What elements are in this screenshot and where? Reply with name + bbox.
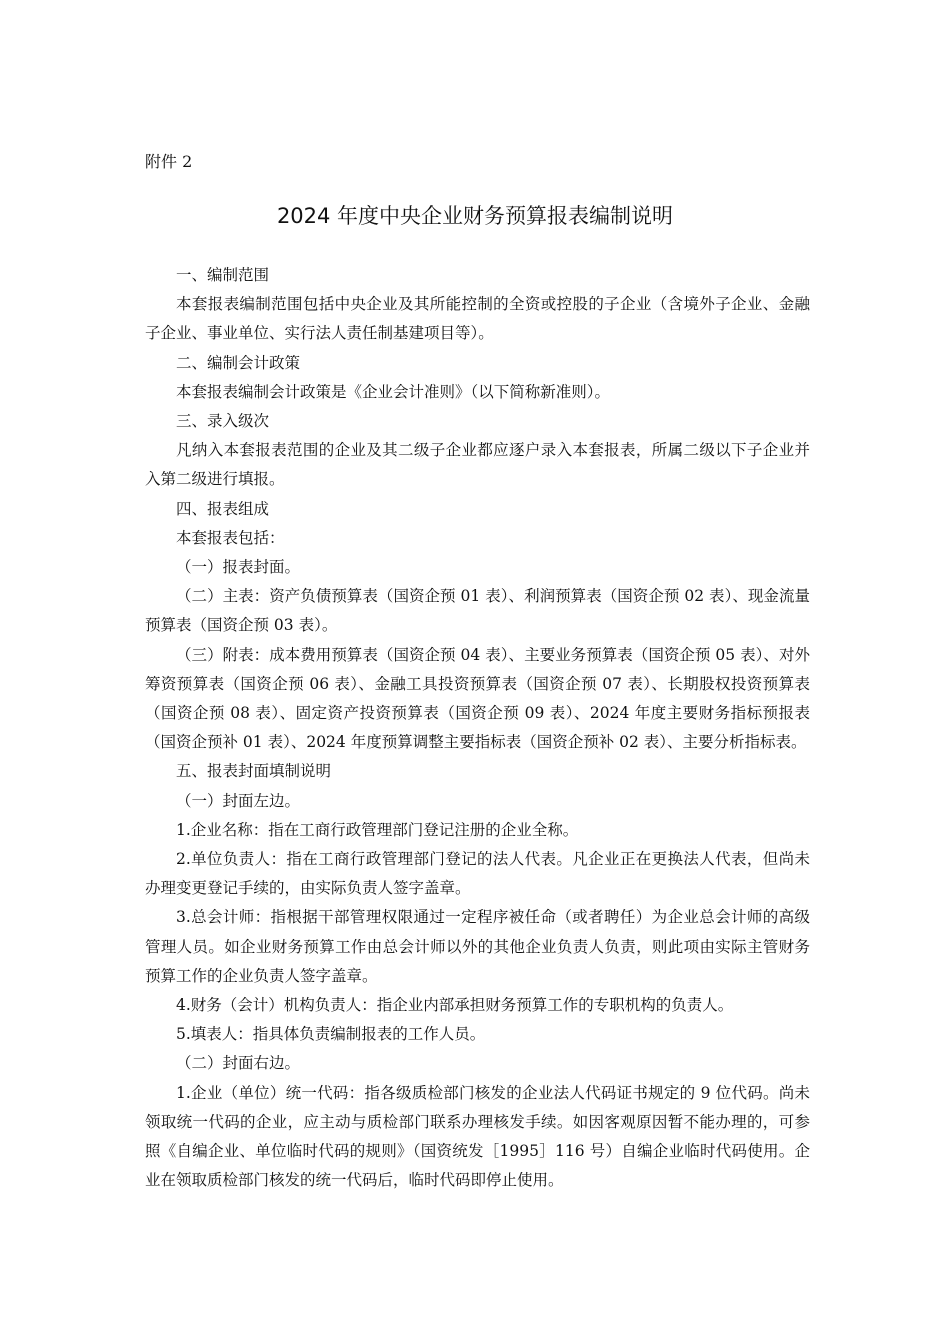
list-item-finance-head: 4.财务（会计）机构负责人：指企业内部承担财务预算工作的专职机构的负责人。 [176, 996, 734, 1015]
section-heading-composition: 四、报表组成 [176, 499, 270, 518]
document-title: 2024 年度中央企业财务预算报表编制说明 [276, 204, 674, 228]
subheading-cover-right: （二）封面右边。 [176, 1054, 301, 1073]
section-heading-accounting-policy: 二、编制会计政策 [176, 353, 301, 372]
list-item-unit-head: 2.单位负责人：指在工商行政管理部门登记的法人代表。凡企业正在更换法人代表，但尚未办理变更登记手续的，由实际负责人签字盖章。 [145, 850, 810, 898]
list-item-attached-tables: （三）附表：成本费用预算表（国资企预 04 表）、主要业务预算表（国资企预 05 表）、对外筹资预算表（国资企预 06 表）、金融工具投资预算表（国资企预 07 表）、长期股权投资预算表（国资企预 08 表）、固定资产投资预算表（国资企预 09 表）、2024 年度主要财务指标预报表（国资企预补 01 表）、2024 年度预算调整主要指标表（国资企预补 02 表）、主要分析指标表。 [145, 645, 810, 752]
list-item-chief-accountant: 3.总会计师：指根据干部管理权限通过一定程序被任命（或者聘任）为企业总会计师的高级管理人员。如企业财务预算工作由总会计师以外的其他企业负责人负责，则此项由实际主管财务预算工作的企业负责人签字盖章。 [145, 908, 810, 985]
paragraph-accounting-policy: 本套报表编制会计政策是《企业会计准则》（以下简称新准则）。 [176, 382, 611, 401]
section-heading-entry-level: 三、录入级次 [176, 412, 270, 431]
attachment-label: 附件 2 [145, 152, 193, 171]
paragraph-scope: 本套报表编制范围包括中央企业及其所能控制的全资或控股的子企业（含境外子企业、金融子企业、事业单位、实行法人责任制基建项目等）。 [145, 295, 810, 343]
subheading-cover-left: （一）封面左边。 [176, 791, 301, 810]
list-item-company-name: 1.企业名称：指在工商行政管理部门登记注册的企业全称。 [176, 820, 579, 839]
paragraph-composition-intro: 本套报表包括： [176, 528, 285, 547]
list-item-main-tables: （二）主表：资产负债预算表（国资企预 01 表）、利润预算表（国资企预 02 表）、现金流量预算表（国资企预 03 表）。 [145, 587, 810, 635]
section-heading-scope: 一、编制范围 [176, 266, 270, 284]
list-item-unified-code: 1.企业（单位）统一代码：指各级质检部门核发的企业法人代码证书规定的 9 位代码。尚未领取统一代码的企业，应主动与质检部门联系办理核发手续。如因客观原因暂不能办理的，可参照《自编企业、单位临时代码的规则》（国资统发［1995］116 号）自编企业临时代码使用。企业在领取质检部门核发的统一代码后，临时代码即停止使用。 [145, 1083, 810, 1190]
paragraph-entry-level: 凡纳入本套报表范围的企业及其二级子企业都应逐户录入本套报表，所属二级以下子企业并入第二级进行填报。 [145, 441, 810, 489]
list-item-preparer: 5.填表人：指具体负责编制报表的工作人员。 [176, 1025, 486, 1044]
document-body [145, 261, 810, 1196]
section-heading-cover-instructions: 五、报表封面填制说明 [176, 762, 332, 781]
list-item-cover: （一）报表封面。 [176, 558, 301, 577]
